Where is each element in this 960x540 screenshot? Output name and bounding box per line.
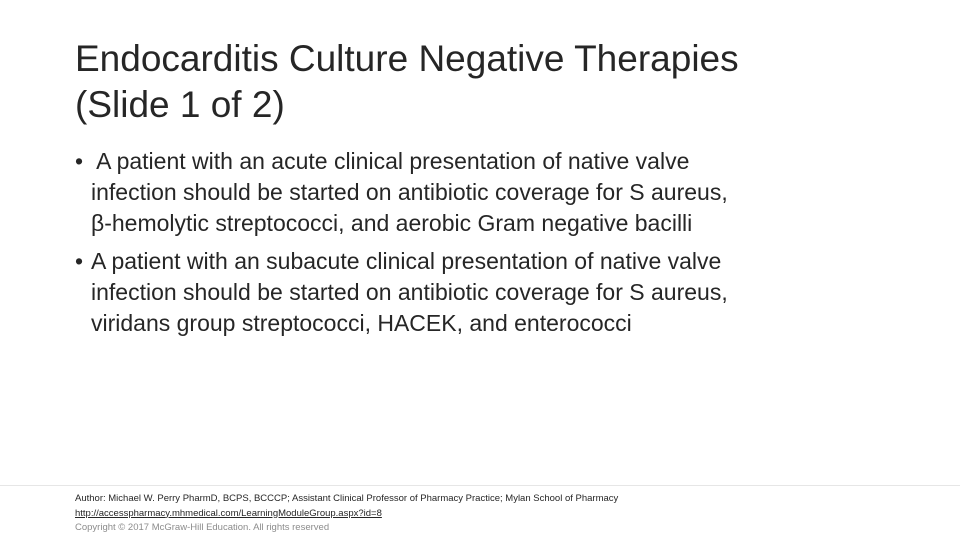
- bullet-marker: •: [75, 148, 84, 174]
- bullet-text-line: viridans group streptococci, HACEK, and enterococci: [91, 310, 632, 336]
- footer-author: Author: Michael W. Perry PharmD, BCPS, BCCCP; Assistant Clinical Professor of Pharmacy Practice; Mylan School of Pharmacy: [75, 493, 619, 504]
- bullet-text-line: A patient with an acute clinical presentation of native valve: [91, 148, 690, 174]
- footer-divider: [0, 485, 960, 486]
- bullet-item-subacute: [75, 246, 895, 339]
- footer-link[interactable]: http://accesspharmacy.mhmedical.com/LearningModuleGroup.aspx?id=8: [75, 507, 382, 519]
- footer: [75, 492, 895, 536]
- bullet-marker: •: [75, 248, 84, 274]
- slide-title-line-2: (Slide 1 of 2): [75, 84, 285, 125]
- bullet-list: [75, 146, 895, 346]
- footer-copyright: Copyright © 2017 McGraw-Hill Education. All rights reserved: [75, 522, 330, 533]
- bullet-text-line: β-hemolytic streptococci, and aerobic Gram negative bacilli: [91, 210, 693, 236]
- bullet-text-line: A patient with an subacute clinical presentation of native valve: [91, 248, 722, 274]
- slide-title: [75, 36, 935, 128]
- bullet-text-line: infection should be started on antibiotic coverage for S aureus,: [91, 279, 728, 305]
- slide-title-line-1: Endocarditis Culture Negative Therapies: [75, 38, 739, 79]
- bullet-text-line: infection should be started on antibiotic coverage for S aureus,: [91, 179, 728, 205]
- bullet-item-acute: [75, 146, 895, 239]
